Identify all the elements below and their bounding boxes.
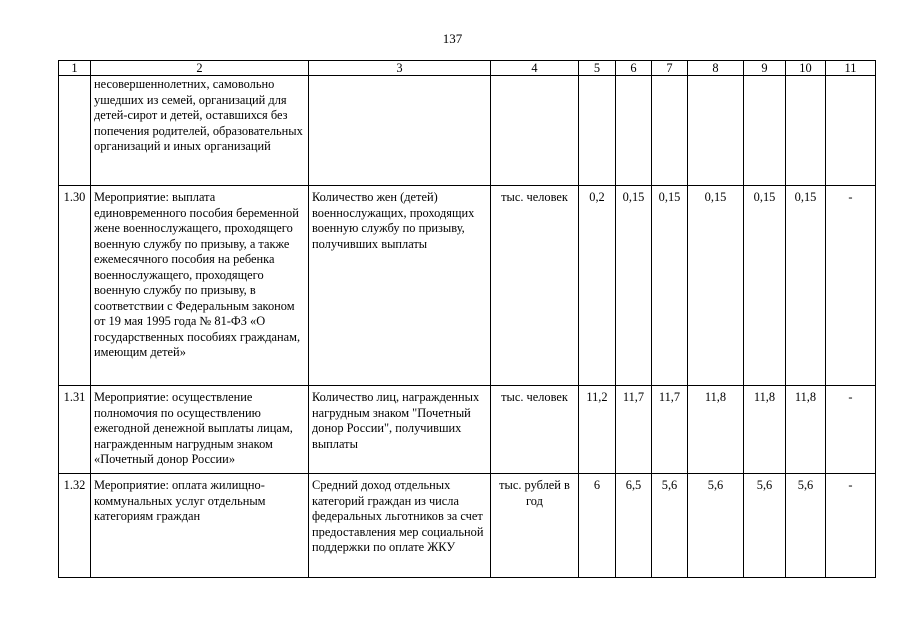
column-header: 4 [491, 61, 579, 76]
column-header: 3 [309, 61, 491, 76]
column-header: 6 [616, 61, 652, 76]
value-cell: 5,6 [744, 474, 786, 578]
value-cell: 0,2 [579, 186, 616, 386]
value-cell: - [826, 386, 876, 474]
value-cell: 6,5 [616, 474, 652, 578]
column-number-row [59, 61, 876, 76]
unit-cell: тыс. рублей в год [491, 474, 579, 578]
table-row [59, 186, 876, 386]
value-cell: 5,6 [786, 474, 826, 578]
value-cell [652, 76, 688, 186]
indicator-cell: Количество лиц, награжденных нагрудным знаком "Почетный донор России", получивших выплаты [309, 386, 491, 474]
column-header: 9 [744, 61, 786, 76]
measure-cell: Мероприятие: оплата жилищно-коммунальных услуг отдельным категориям граждан [91, 474, 309, 578]
column-header: 10 [786, 61, 826, 76]
column-header: 2 [91, 61, 309, 76]
value-cell [744, 76, 786, 186]
measure-cell: несовершеннолетних, самовольно ушедших из семей, организаций для детей-сирот и детей, оставшихся без попечения родителей, образовательных организаций и иных организаций [91, 76, 309, 186]
value-cell [579, 76, 616, 186]
row-number: 1.32 [59, 474, 91, 578]
value-cell: - [826, 474, 876, 578]
table-row [59, 386, 876, 474]
value-cell: 11,2 [579, 386, 616, 474]
measure-cell: Мероприятие: выплата единовременного пособия беременной жене военнослужащего, проходящего военную службу по призыву, а также ежемесячного пособия на ребенка военнослужащего, проходящего военную службу по призыву, в соответствии с Федеральным законом от 19 мая 1995 года № 81-ФЗ «О государственных пособиях гражданам, имеющим детей» [91, 186, 309, 386]
unit-cell: тыс. человек [491, 186, 579, 386]
unit-cell: тыс. человек [491, 386, 579, 474]
value-cell: 0,15 [786, 186, 826, 386]
value-cell: 11,8 [688, 386, 744, 474]
value-cell: 11,7 [652, 386, 688, 474]
column-header: 7 [652, 61, 688, 76]
table-row [59, 474, 876, 578]
value-cell: 0,15 [652, 186, 688, 386]
indicator-cell: Средний доход отдельных категорий граждан из числа федеральных льготников за счет предоставления мер социальной поддержки по оплате ЖКУ [309, 474, 491, 578]
column-header: 8 [688, 61, 744, 76]
value-cell [688, 76, 744, 186]
value-cell: 0,15 [616, 186, 652, 386]
indicator-cell [309, 76, 491, 186]
indicator-cell: Количество жен (детей) военнослужащих, проходящих военную службу по призыву, получивших выплаты [309, 186, 491, 386]
value-cell: 0,15 [744, 186, 786, 386]
row-number: 1.30 [59, 186, 91, 386]
page-number: 137 [442, 31, 463, 46]
column-header: 1 [59, 61, 91, 76]
value-cell: 11,7 [616, 386, 652, 474]
value-cell: 11,8 [786, 386, 826, 474]
column-header: 5 [579, 61, 616, 76]
row-number: 1.31 [59, 386, 91, 474]
value-cell [826, 76, 876, 186]
table-row [59, 76, 876, 186]
program-indicators-table [58, 60, 876, 578]
value-cell: - [826, 186, 876, 386]
unit-cell [491, 76, 579, 186]
value-cell: 11,8 [744, 386, 786, 474]
value-cell [786, 76, 826, 186]
value-cell [616, 76, 652, 186]
value-cell: 0,15 [688, 186, 744, 386]
value-cell: 6 [579, 474, 616, 578]
row-number [59, 76, 91, 186]
measure-cell: Мероприятие: осуществление полномочия по осуществлению ежегодной денежной выплаты лицам, награжденным нагрудным знаком «Почетный донор России» [91, 386, 309, 474]
column-header: 11 [826, 61, 876, 76]
value-cell: 5,6 [652, 474, 688, 578]
value-cell: 5,6 [688, 474, 744, 578]
